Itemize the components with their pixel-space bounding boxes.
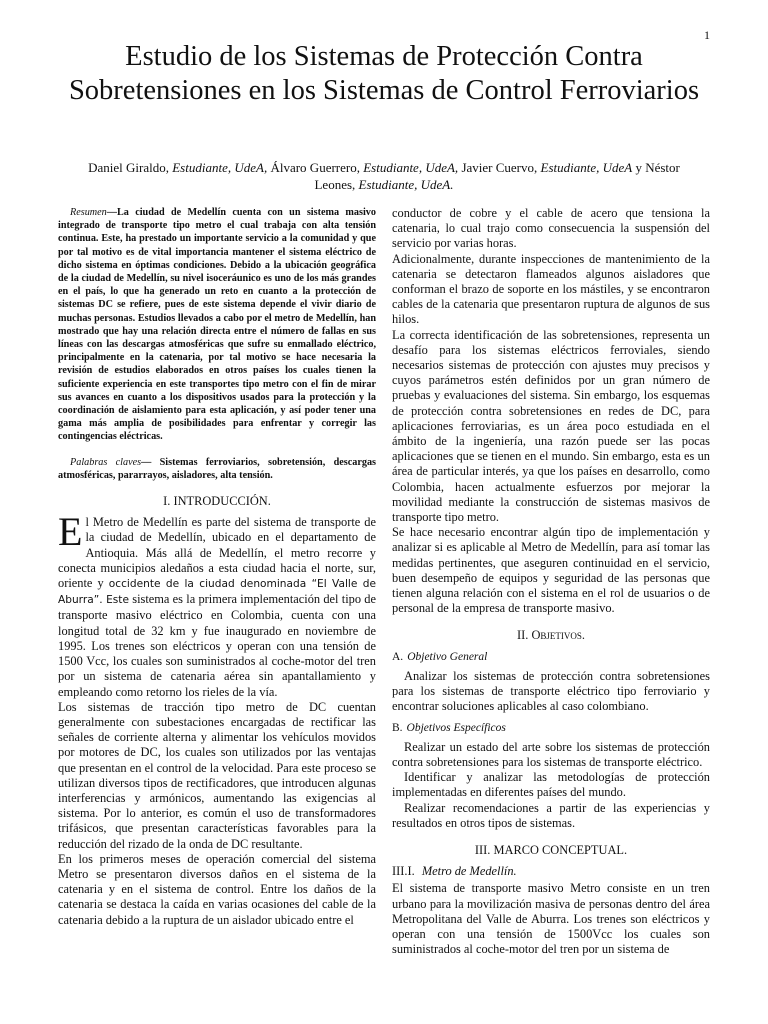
subsection-heading-metro-medellin (392, 864, 710, 879)
section-heading-marco-conceptual: III. MARCO CONCEPTUAL. (474, 842, 628, 857)
keywords-lead: Palabras claves (70, 456, 142, 468)
subsection-label: B. (392, 721, 403, 734)
drop-cap: E (58, 509, 83, 555)
section-heading-objetivos: II. Objetivos. (517, 628, 585, 643)
author-name: Daniel Giraldo, (88, 160, 169, 175)
keywords (58, 456, 376, 482)
list-item: Realizar recomendaciones a partir de las experiencias y resultados en otros tipos de sistemas. (392, 800, 710, 830)
abstract-text: La ciudad de Medellín cuenta con un sistema masivo integrado de transporte tipo metro el cual trabaja con alta tensión continua. Este, ha prestado un importante servicio a la comunidad y que por tal motivo es de vital importancia mantener el sistema eléctrico de dicho sistema en óptimas condiciones. Debido a la ubicación geográfica de la ciudad de Medellín, su nivel isoceráunico es uno de los más grandes en el país, lo que ha generado un reto en cuanto a la protección de sistemas DC se refiere, pues de este sistema depende el vivir diario de muchas personas. Estudios llevados a cabo por el metro de Medellín, han mostrado que hay una relación directa entre el número de fallas en sus líneas con las descargas atmosféricas que sufre su enmallado eléctrico, principalmente en la catenaria, por tal motivo se hace necesaria la revisión de estudios elaborados en otros países los cuales tienen la suficiente experiencia en este transportes tipo metro con el fin de mirar sus avances en cuanto a los dispositivos usados para la protección y la coordinación de aislamiento para esta aplicación, y así poder tener una gama más amplia de posibilidades para enfrentar y corregir las contingencias eléctricas. (58, 207, 376, 443)
body-paragraph: conductor de cobre y el cable de acero que tensiona la catenaria, lo cual trajo como consecuencia la suspensión del servicio por varias horas. (392, 206, 710, 251)
abstract-lead: Resumen (70, 207, 107, 218)
author-role: Estudiante, UdeA, (363, 160, 459, 175)
subsection-heading-objetivo-general (392, 650, 710, 665)
intro-text-sans: occidente de la ciudad denominada “El Valle de Aburra”. Este (58, 578, 376, 607)
abstract-dash: — (106, 207, 117, 218)
list-item: Realizar un estado del arte sobre los sistemas de protección contra sobretensiones para los sistemas de transporte eléctrico. (392, 739, 710, 769)
body-paragraph: La correcta identificación de las sobretensiones, representa un desafío para los sistemas eléctricos ferroviales, siendo necesarios sistemas de protección con ajustes muy precisos y cuyos parámetros estén definidos por un gran número de pruebas y evaluaciones del sistema. Sin embargo, los esquemas de protección contra sobretensiones en redes de DC, para aplicaciones ferroviarias, es un área poco estudiada en el ámbito de la ingeniería, una razón puede ser las pocas aplicaciones que se tienen en el mundo. Sin embargo, esta es un área de particular interés, ya que los países en desarrollo, como Colombia, hacen actualmente esfuerzos por mejorar la movilidad mediante la construcción de sistemas masivos de transporte tipo metro. (392, 327, 710, 525)
body-paragraph: Adicionalmente, durante inspecciones de mantenimiento de la catenaria se detectaron flameados algunos aisladores que conforman el brazo de soporte en los mástiles, y se encontraron cables de la catenaria que presentaron ruptura de algunos de sus hilos. (392, 251, 710, 327)
author-role: Estudiante, UdeA, (172, 160, 268, 175)
author-name: y Néstor Leones, (314, 160, 680, 192)
subsection-title: Objetivo General (407, 650, 488, 663)
intro-text-b: sistema es la primera implementación del tipo de transporte masivo eléctrico en Colombia, cuenta con una longitud total de 32 km y fue inaugurado en noviembre de 1995. Los trenes son eléctricos y operan con una tensión de 1500 Vcc, los cuales son suministrados al coche-motor del tren por un sistema de catenaria aérea sin apantallamiento y empleando como retorno los rieles de la vía. (58, 592, 377, 699)
subsection-label: III.I. (392, 864, 415, 879)
body-paragraph: Analizar los sistemas de protección contra sobretensiones para los sistemas de transporte eléctrico tipo ferroviario y encontrar soluciones aplicables al caso colombiano. (392, 668, 710, 714)
paper-title: Estudio de los Sistemas de Protección Contra Sobretensiones en los Sistemas de Control Ferroviarios (68, 41, 700, 106)
author-role: Estudiante, UdeA (540, 160, 633, 175)
left-column (58, 206, 376, 928)
list-item: Identificar y analizar las metodologías de protección implementadas en diferentes países del mundo. (392, 770, 710, 800)
author-name: Álvaro Guerrero, (270, 160, 360, 175)
body-paragraph: Los sistemas de tracción tipo metro de DC cuentan generalmente con subestaciones encargadas de rectificar las señales de corriente alterna y alimentar los vehículos movidos por motores de DC, los cuales son utilizados por las ventajas que presentan en el control de la velocidad. Para este proceso se utilizan diversos tipos de rectificadores, que introducen algunas interferencias y armónicos, aumentando las exigencias al sistema. Por lo anterior, es común el uso de transformadores trifásicos, que presentan características favorables para la reducción del rizado de la onda de DC resultante. (58, 699, 376, 851)
body-paragraph: El sistema de transporte masivo Metro consiste en un tren urbano para la movilización masiva de personas dentro del área Metropolitana del Valle de Aburra. Los trenes son eléctricos y operan con una tensión de 1500Vcc los cuales son suministrados al coche-motor del tren por un sistema de (392, 881, 710, 957)
body-paragraph: En los primeros meses de operación comercial del sistema Metro se presentaron diversos daños en el sistema de la catenaria y en el sistema de control. Entre los daños de la catenaria se destaca la caída en varias ocasiones del cable de la catenaria debido a la ruptura de un aislador ubicado entre el (58, 851, 376, 927)
author-line (70, 160, 698, 193)
intro-paragraph (58, 509, 377, 699)
subsection-heading-objetivos-especificos (392, 721, 710, 736)
keywords-dash: — (141, 456, 152, 468)
right-column (392, 206, 710, 957)
section-heading-introduccion: I. INTRODUCCIÓN. (163, 494, 271, 509)
abstract (58, 206, 376, 444)
keywords-text: Sistemas ferroviarios, sobretensión, descargas atmosféricas, pararrayos, aisladores, alta tensión. (58, 456, 377, 481)
author-name: Javier Cuervo, (461, 160, 538, 175)
author-role: Estudiante, UdeA. (358, 176, 454, 192)
subsection-title: Objetivos Específicos (406, 721, 506, 734)
subsection-title: Metro de Medellín. (421, 864, 517, 879)
body-paragraph: Se hace necesario encontrar algún tipo de implementación y analizar si es aplicable al Metro de Medellín, para así tomar las medidas pertinentes, que aseguren continuidad en el servicio, buen desempeño de equipos y seguridad de las personas que tienen alguna relación con el sistema en el rol de usuarios o de personal de la empresa de transporte masivo. (392, 525, 710, 616)
intro-text-a: l Metro de Medellín es parte del sistema de transporte de la ciudad de Medellín, ubicado en el departamento de Antioquia. Más allá de Medellín, el metro recorre y conecta municipios aledaños a esta ciudad hacia el norte, sur, oriente y (58, 515, 376, 591)
subsection-label: A. (392, 650, 404, 663)
page-number: 1 (704, 28, 710, 42)
